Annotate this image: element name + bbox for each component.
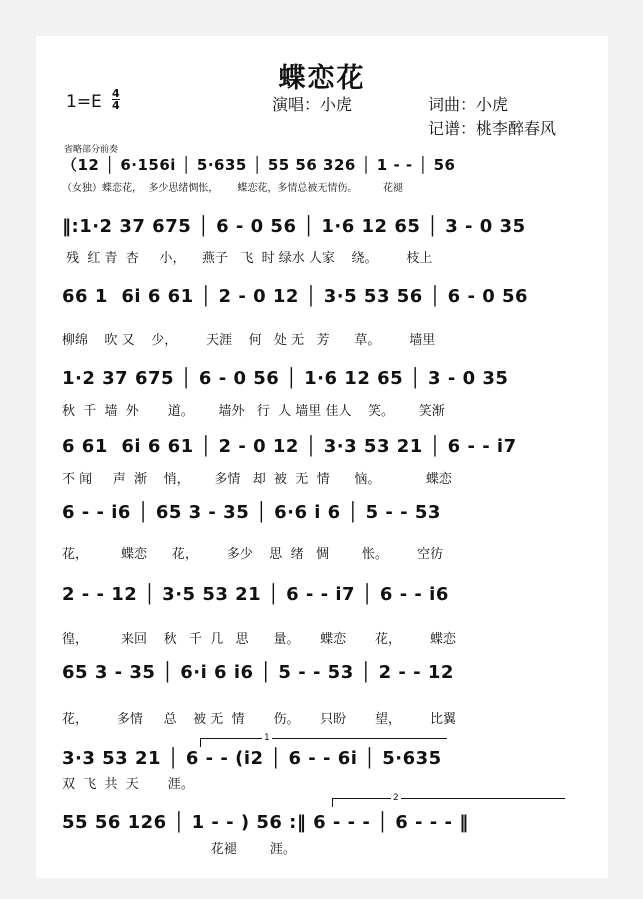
lyric-line-10: 花褪 涯。 bbox=[62, 842, 296, 857]
volta-2-bracket bbox=[332, 798, 565, 807]
lyric-line-6: 花， 蝶恋 花， 多少 思 绪 惆 怅。 空彷 bbox=[62, 547, 443, 562]
music-line-9: 3·3 53 21 │ 6 - - (i2 │ 6 - - 6i │ 5·635 bbox=[62, 748, 442, 769]
score-sheet bbox=[36, 36, 608, 878]
intro-note: 省略部分前奏 bbox=[64, 145, 119, 155]
lyric-line-2: 残 红 青 杏 小， 燕子 飞 时 绿水 人家 绕。 枝上 bbox=[62, 251, 433, 266]
lyric-line-1: （女独）蝶恋花， 多少思绪惆怅， 蝶恋花，多情总被无情伤。 花褪 bbox=[62, 183, 403, 194]
music-line-10: 55 56 126 │ 1 - - ) 56 :‖ 6 - - - │ 6 - - - ‖ bbox=[62, 812, 469, 833]
music-line-2: ‖:1·2 37 675 │ 6 - 0 56 │ 1·6 12 65 │ 3 - 0 35 bbox=[62, 216, 526, 237]
lyric-line-3: 柳绵 吹 又 少， 天涯 何 处 无 芳 草。 墙里 bbox=[62, 333, 436, 348]
time-signature bbox=[112, 88, 120, 111]
music-line-8: 65 3 - 35 │ 6·i 6 i6 │ 5 - - 53 │ 2 - - 12 bbox=[62, 662, 454, 683]
key-signature: 1=E bbox=[66, 92, 102, 112]
lyric-line-7: 徨， 来回 秋 千 几 思 量。 蝶恋 花， 蝶恋 bbox=[62, 632, 456, 647]
lyricist-credit: 词曲：小虎 bbox=[428, 95, 509, 114]
music-line-5: 6 61 6i 6 61 │ 2 - 0 12 │ 3·3 53 21 │ 6 - - i7 bbox=[62, 436, 517, 457]
song-title: 蝶恋花 bbox=[278, 63, 366, 94]
volta-2-number: 2 bbox=[393, 793, 399, 803]
lyric-line-5: 不 闻 声 渐 悄， 多情 却 被 无 情 恼。 蝶恋 bbox=[62, 472, 452, 487]
music-line-6: 6 - - i6 │ 65 3 - 35 │ 6·6 i 6 │ 5 - - 53 bbox=[62, 502, 441, 523]
lyric-line-9: 双 飞 共 天 涯。 bbox=[62, 777, 194, 792]
lyric-line-4: 秋 千 墙 外 道。 墙外 行 人 墙里 佳人 笑。 笑渐 bbox=[62, 404, 445, 419]
meter-top: 4 bbox=[112, 87, 120, 100]
singer-credit: 演唱：小虎 bbox=[272, 95, 353, 114]
volta-1-bracket bbox=[200, 738, 447, 747]
volta-1-number: 1 bbox=[264, 733, 270, 743]
music-line-3: 66 1 6i 6 61 │ 2 - 0 12 │ 3·5 53 56 │ 6 - 0 56 bbox=[62, 286, 529, 307]
music-line-4: 1·2 37 675 │ 6 - 0 56 │ 1·6 12 65 │ 3 - 0 35 bbox=[62, 368, 509, 389]
transcriber-credit: 记谱：桃李醉春风 bbox=[428, 119, 557, 138]
meter-bottom: 4 bbox=[112, 99, 120, 112]
lyric-line-8: 花， 多情 总 被 无 情 伤。 只盼 望， 比翼 bbox=[62, 712, 456, 727]
music-line-7: 2 - - 12 │ 3·5 53 21 │ 6 - - i7 │ 6 - - i6 bbox=[62, 584, 449, 605]
music-line-1: （12 │ 6·156i │ 5·635 │ 55 56 326 │ 1 - - │ 56 bbox=[62, 156, 456, 174]
